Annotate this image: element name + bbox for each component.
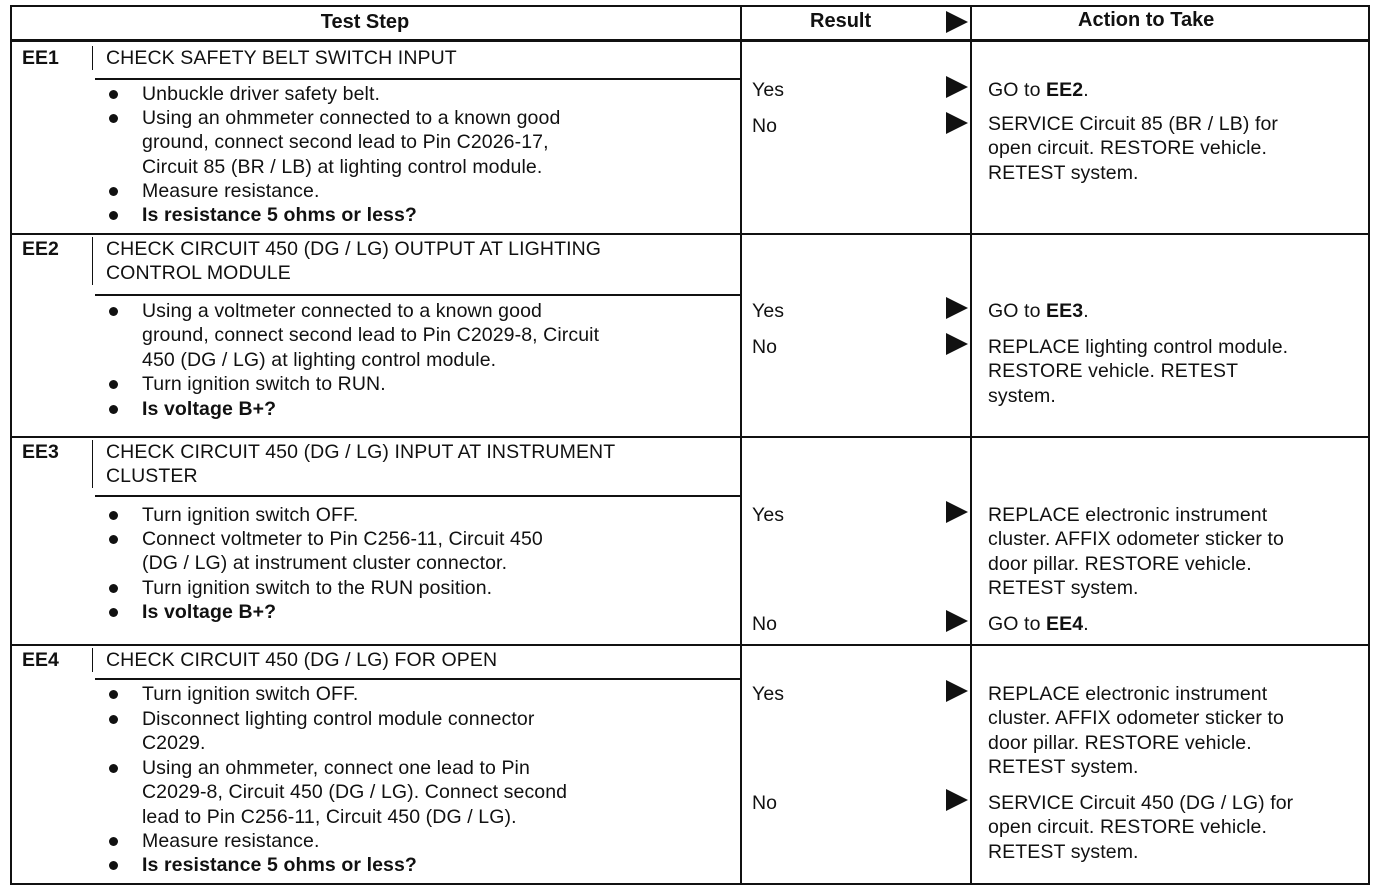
bullet-text-line: Turn ignition switch OFF. (142, 504, 359, 526)
action-text-line: open circuit. RESTORE vehicle. (988, 137, 1267, 160)
step-title-line: CHECK CIRCUIT 450 (DG / LG) FOR OPEN (106, 649, 498, 671)
bullet-icon (109, 584, 118, 593)
table-border-top (10, 5, 1370, 7)
bullet-text-line: Unbuckle driver safety belt. (142, 83, 380, 105)
bullet-text-line: Measure resistance. (142, 830, 320, 852)
title-divider (95, 495, 740, 497)
table-border-right (1368, 5, 1370, 885)
action-prefix: GO to (988, 613, 1047, 635)
action-text-line: cluster. AFFIX odometer sticker to (988, 528, 1285, 551)
bullet-text-line: 450 (DG / LG) at lighting control module. (142, 348, 497, 371)
step-title-line: CHECK SAFETY BELT SWITCH INPUT (106, 47, 457, 69)
bullet-icon (109, 690, 118, 699)
title-id-divider (92, 440, 93, 488)
action-text-line: cluster. AFFIX odometer sticker to (988, 707, 1285, 730)
result-arrow-icon (946, 610, 968, 632)
bullet-icon (109, 861, 118, 870)
bullet-text-line: Is voltage B+? (142, 601, 277, 623)
result-label: Yes (752, 79, 785, 101)
bullet-text-line: Measure resistance. (142, 180, 320, 202)
bullet-text-line: Using an ohmmeter connected to a known good (142, 107, 561, 129)
bullet-text-line: Turn ignition switch OFF. (142, 683, 359, 705)
title-divider (95, 294, 740, 296)
action-text-line: RETEST system. (988, 161, 1139, 184)
action-suffix: . (1083, 613, 1089, 635)
bullet-text-line: C2029. (142, 732, 206, 755)
bullet-text-line: Using a voltmeter connected to a known good (142, 300, 542, 322)
action-text-line: system. (988, 384, 1056, 407)
bullet-text-line: ground, connect second lead to Pin C2029-8, Circuit (142, 324, 600, 347)
action-text-line: door pillar. RESTORE vehicle. (988, 731, 1252, 754)
step-id: EE1 (22, 47, 59, 69)
result-arrow-icon (946, 680, 968, 702)
action-goto (988, 612, 1089, 636)
result-label: Yes (752, 504, 785, 526)
bullet-icon (109, 114, 118, 123)
column-divider-action (970, 5, 972, 885)
result-arrow-icon (946, 333, 968, 355)
result-arrow-icon (946, 501, 968, 523)
bullet-icon (109, 405, 118, 414)
bullet-icon (109, 211, 118, 220)
action-suffix: . (1083, 79, 1089, 101)
action-text-line: door pillar. RESTORE vehicle. (988, 552, 1252, 575)
title-id-divider (92, 237, 93, 285)
table-border-bottom (10, 883, 1370, 885)
bullet-icon (109, 535, 118, 544)
bullet-text-line: Connect voltmeter to Pin C256-11, Circuit 450 (142, 528, 543, 550)
action-prefix: GO to (988, 79, 1047, 101)
header-divider (10, 39, 1370, 42)
column-divider-result (740, 5, 742, 885)
action-goto (988, 299, 1089, 323)
bullet-text-line: Is resistance 5 ohms or less? (142, 854, 417, 876)
bullet-text-line: ground, connect second lead to Pin C2026-17, (142, 131, 549, 154)
bullet-text-line: Disconnect lighting control module connector (142, 708, 535, 730)
bullet-text-line: lead to Pin C256-11, Circuit 450 (DG / LG). (142, 805, 517, 828)
action-target-step: EE2 (1046, 79, 1084, 101)
action-text-line: RETEST system. (988, 756, 1139, 779)
step-title-line: CHECK CIRCUIT 450 (DG / LG) OUTPUT AT LIGHTING (106, 238, 602, 260)
action-suffix: . (1083, 300, 1089, 322)
action-target-step: EE3 (1046, 300, 1084, 322)
step-title-line: CONTROL MODULE (106, 262, 291, 285)
bullet-icon (109, 511, 118, 520)
bullet-text-line: Turn ignition switch to the RUN position. (142, 577, 493, 599)
action-text-line: RESTORE vehicle. RETEST (988, 360, 1239, 383)
title-divider (95, 78, 740, 80)
result-label: No (752, 115, 778, 137)
step-separator (10, 233, 1370, 235)
bullet-icon (109, 608, 118, 617)
step-id: EE2 (22, 238, 59, 260)
header-action: Action to Take (1078, 9, 1215, 31)
bullet-icon (109, 715, 118, 724)
result-label: Yes (752, 300, 785, 322)
result-arrow-icon (946, 789, 968, 811)
result-arrow-icon (946, 76, 968, 98)
bullet-text-line: Circuit 85 (BR / LB) at lighting control module. (142, 155, 543, 178)
result-label: No (752, 336, 778, 358)
result-label: No (752, 792, 778, 814)
action-text-line: SERVICE Circuit 85 (BR / LB) for (988, 113, 1279, 135)
action-text-line: open circuit. RESTORE vehicle. (988, 816, 1267, 839)
table-border-left (10, 5, 12, 885)
bullet-text-line: Is resistance 5 ohms or less? (142, 204, 417, 226)
action-text-line: REPLACE electronic instrument (988, 683, 1268, 705)
bullet-text-line: Using an ohmmeter, connect one lead to Pin (142, 757, 530, 779)
title-divider (95, 678, 740, 680)
bullet-icon (109, 764, 118, 773)
title-id-divider (92, 648, 93, 672)
action-goto (988, 78, 1089, 102)
step-title-line: CHECK CIRCUIT 450 (DG / LG) INPUT AT INSTRUMENT (106, 441, 616, 463)
action-text-line: REPLACE electronic instrument (988, 504, 1268, 526)
action-text-line: RETEST system. (988, 577, 1139, 600)
bullet-icon (109, 837, 118, 846)
header-test-step: Test Step (320, 11, 410, 33)
step-id: EE3 (22, 441, 59, 463)
step-separator (10, 644, 1370, 646)
step-separator (10, 436, 1370, 438)
action-text-line: RETEST system. (988, 840, 1139, 863)
bullet-text-line: (DG / LG) at instrument cluster connector. (142, 552, 508, 575)
title-id-divider (92, 46, 93, 70)
header-arrow-icon (946, 11, 968, 33)
bullet-text-line: Is voltage B+? (142, 398, 277, 420)
bullet-text-line: Turn ignition switch to RUN. (142, 373, 386, 395)
action-text-line: SERVICE Circuit 450 (DG / LG) for (988, 792, 1294, 814)
bullet-icon (109, 90, 118, 99)
step-id: EE4 (22, 649, 59, 671)
result-label: No (752, 613, 778, 635)
result-arrow-icon (946, 297, 968, 319)
result-arrow-icon (946, 112, 968, 134)
step-title-line: CLUSTER (106, 465, 198, 488)
bullet-text-line: C2029-8, Circuit 450 (DG / LG). Connect second (142, 781, 568, 804)
result-label: Yes (752, 683, 785, 705)
action-prefix: GO to (988, 300, 1047, 322)
bullet-icon (109, 380, 118, 389)
bullet-icon (109, 187, 118, 196)
bullet-icon (109, 307, 118, 316)
action-target-step: EE4 (1046, 613, 1084, 635)
header-result: Result (810, 10, 872, 32)
action-text-line: REPLACE lighting control module. (988, 336, 1289, 358)
